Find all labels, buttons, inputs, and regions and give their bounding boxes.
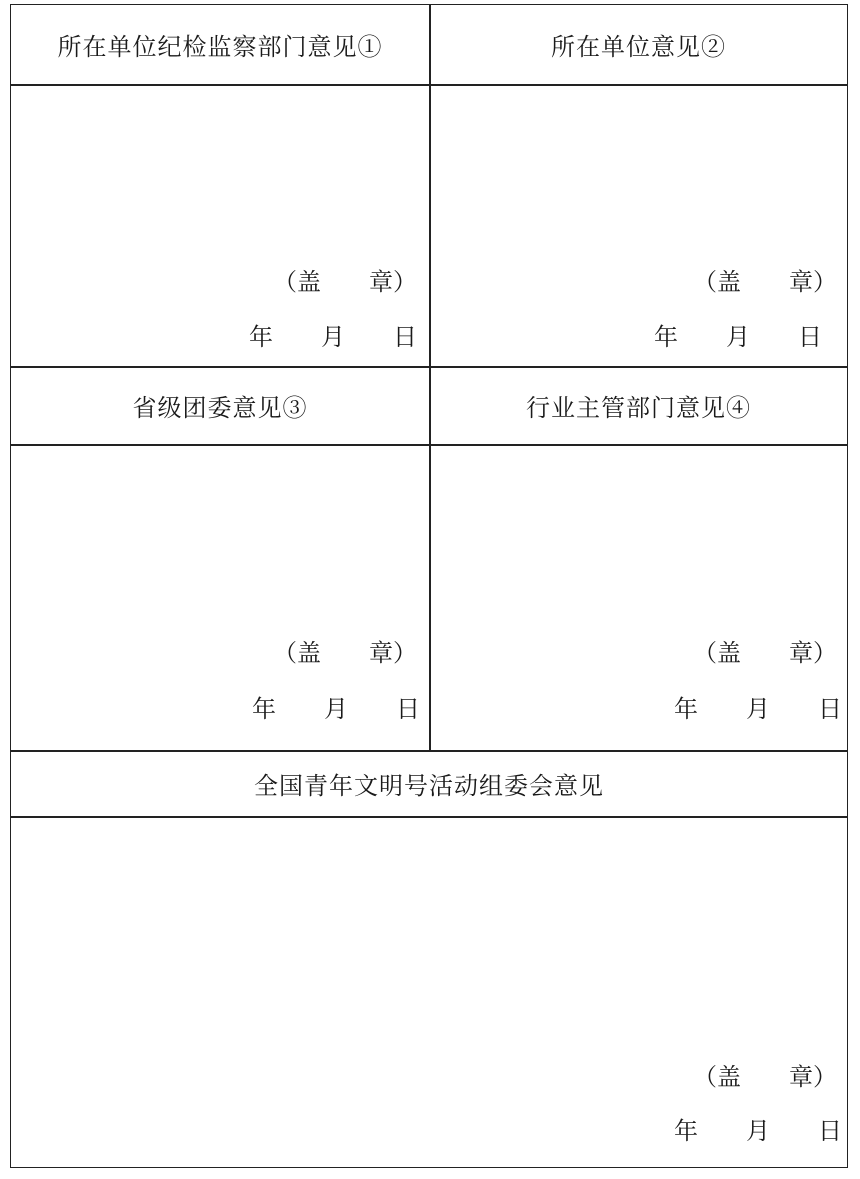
- provincial-youth-league-date: 年 月 日: [252, 695, 420, 723]
- opinion-form-table: [10, 4, 848, 1168]
- national-committee-date: 年 月 日: [674, 1117, 842, 1145]
- row-divider-5: [11, 816, 847, 818]
- national-committee-title: 全国青年文明号活动组委会意见: [254, 772, 604, 800]
- discipline-dept-seal: （盖 章）: [273, 268, 417, 296]
- provincial-youth-league-seal: （盖 章）: [273, 639, 417, 667]
- industry-authority-date: 年 月 日: [674, 695, 842, 723]
- industry-authority-seal: （盖 章）: [693, 639, 837, 667]
- unit-seal: （盖 章）: [693, 268, 837, 296]
- unit-title: 所在单位意见②: [551, 33, 726, 61]
- national-committee-seal: （盖 章）: [693, 1063, 837, 1091]
- discipline-dept-date: 年 月 日: [249, 323, 417, 351]
- unit-date: 年 月 日: [654, 323, 822, 351]
- discipline-dept-title: 所在单位纪检监察部门意见①: [57, 33, 383, 61]
- provincial-youth-league-title: 省级团委意见③: [132, 394, 308, 422]
- industry-authority-title: 行业主管部门意见④: [526, 394, 751, 422]
